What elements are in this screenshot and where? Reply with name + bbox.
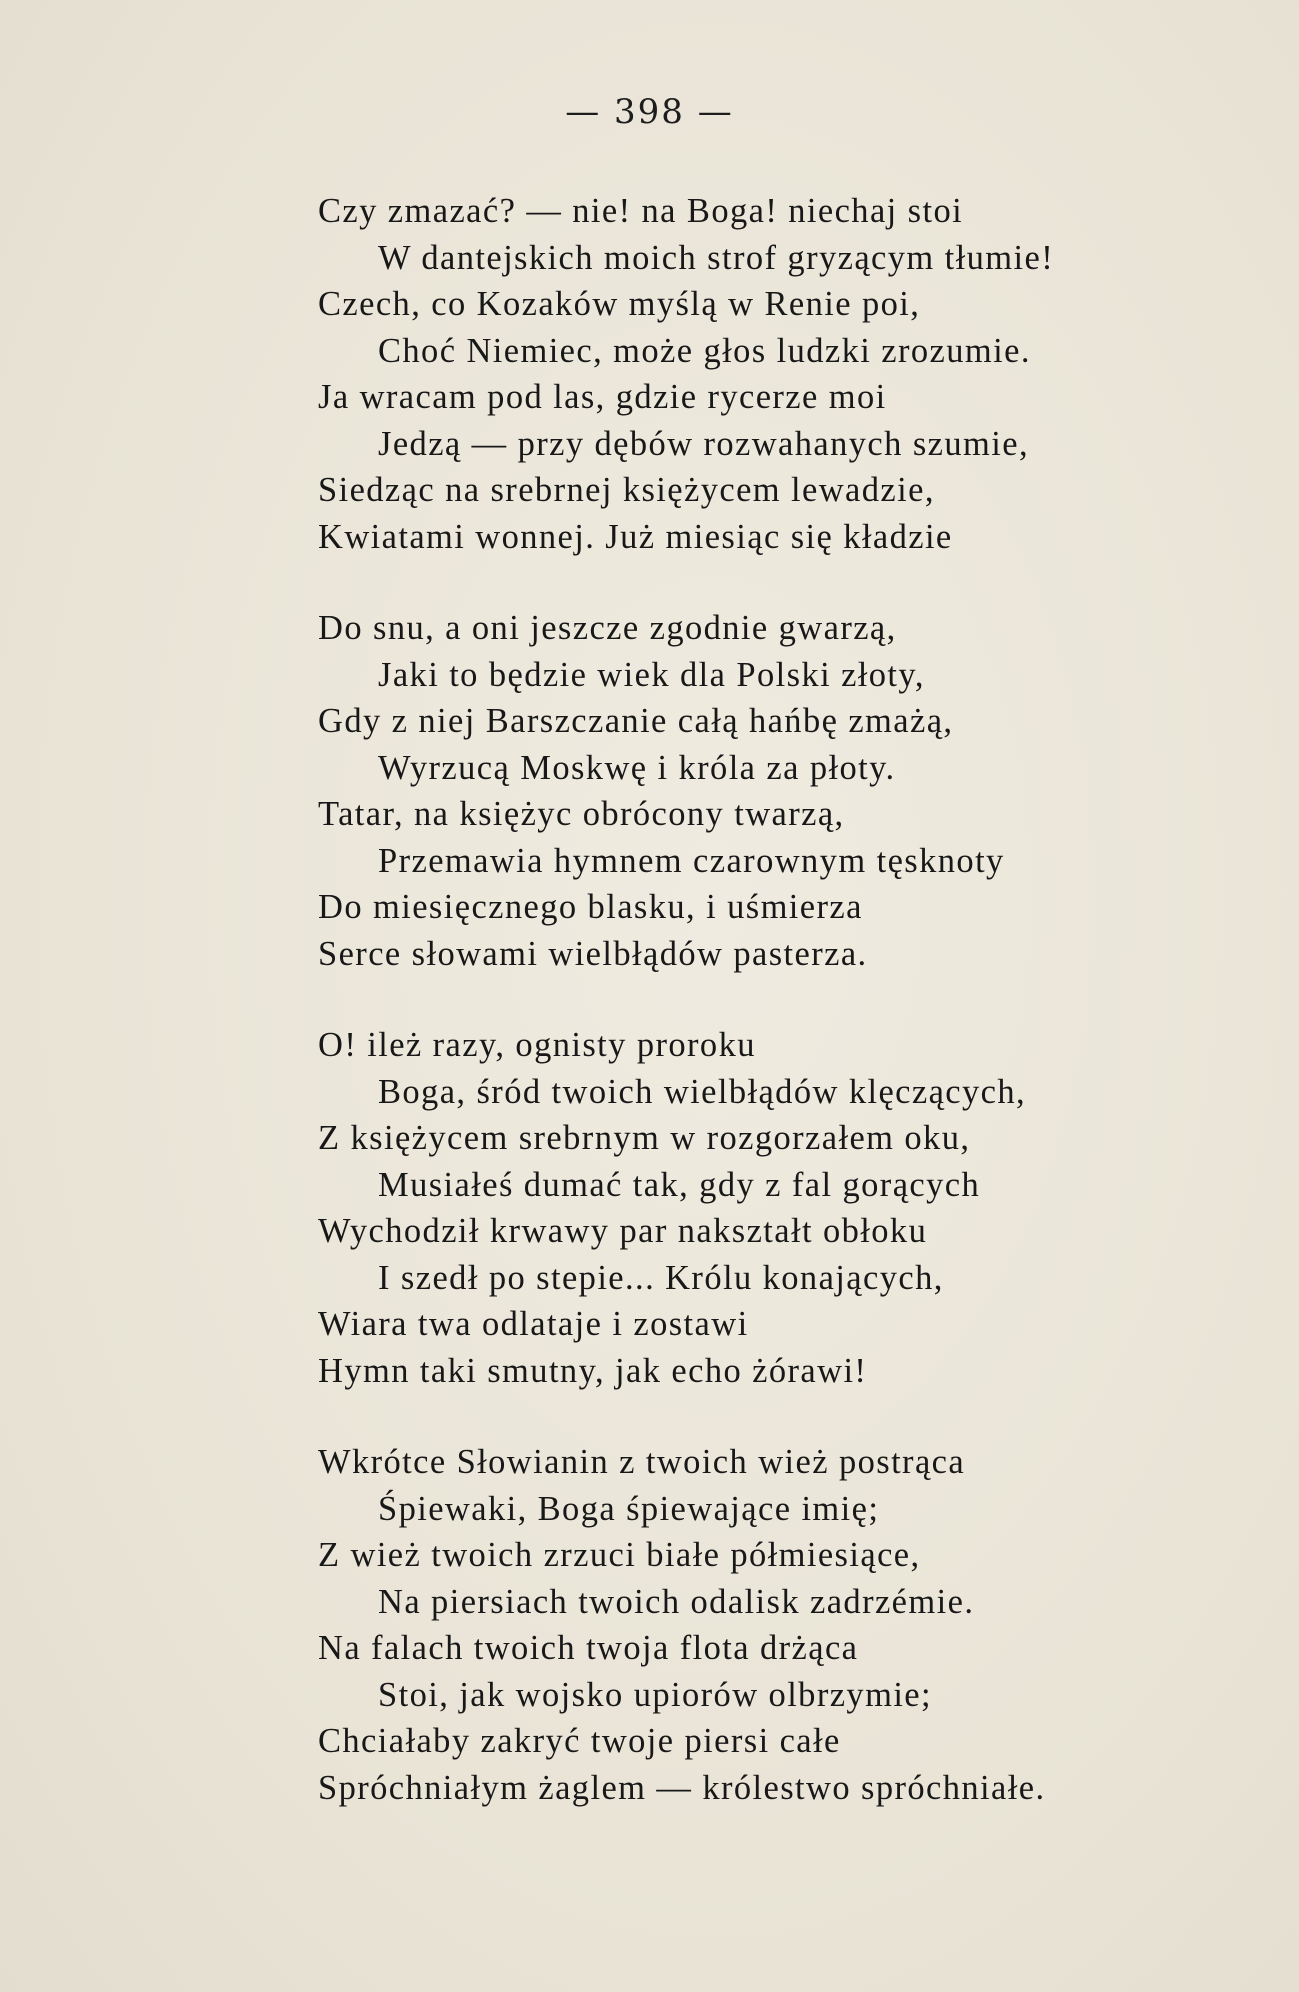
stanza — [318, 1022, 1198, 1394]
page-number: — 398 — — [565, 92, 734, 132]
verse-line: Stoi, jak wojsko upiorów olbrzymie; — [378, 1675, 933, 1714]
verse-line: Choć Niemiec, może głos ludzki zrozumie. — [378, 331, 1031, 370]
verse-line: Kwiatami wonnej. Już miesiąc się kładzie — [318, 517, 953, 556]
verse-line: Do snu, a oni jeszcze zgodnie gwarzą, — [318, 609, 897, 647]
verse-line: I szedł po stepie... Królu konających, — [378, 1258, 944, 1297]
verse-line: Jedzą — przy dębów rozwahanych szumie, — [378, 424, 1029, 463]
verse-line: Wychodził krwawy par nakształt obłoku — [318, 1212, 928, 1250]
stanza — [318, 605, 1198, 977]
verse-line: Przemawia hymnem czarownym tęsknoty — [378, 841, 1005, 880]
verse-line: Wiara twa odlataje i zostawi — [318, 1305, 749, 1343]
verse-line: Boga, śród twoich wielbłądów klęczących, — [378, 1072, 1027, 1111]
verse-line: Wyrzucą Moskwę i króla za płoty. — [378, 748, 896, 787]
verse-line: Z księżycem srebrnym w rozgorzałem oku, — [318, 1119, 971, 1157]
verse-line: Śpiewaki, Boga śpiewające imię; — [378, 1489, 880, 1528]
verse-line: Na falach twoich twoja flota drżąca — [318, 1629, 859, 1667]
verse-line: Tatar, na księżyc obrócony twarzą, — [318, 795, 845, 833]
verse-line: Z wież twoich zrzuci białe półmiesiące, — [318, 1536, 921, 1574]
verse-line: Serce słowami wielbłądów pasterza. — [318, 934, 868, 973]
verse-line: Gdy z niej Barszczanie całą hańbę zmażą, — [318, 702, 954, 740]
verse-line: Na piersiach twoich odalisk zadrzémie. — [378, 1582, 975, 1621]
verse-line: Czy zmazać? — nie! na Boga! niechaj stoi — [318, 192, 964, 230]
verse-line: Do miesięcznego blasku, i uśmierza — [318, 888, 863, 926]
stanza — [318, 188, 1198, 560]
verse-line: W dantejskich moich strof gryzącym tłumie! — [378, 238, 1055, 277]
verse-line: Chciałaby zakryć twoje piersi całe — [318, 1722, 841, 1760]
verse-line: Musiałeś dumać tak, gdy z fal gorących — [378, 1165, 981, 1204]
poem-text — [318, 188, 1198, 1856]
verse-line: Jaki to będzie wiek dla Polski złoty, — [378, 655, 925, 694]
stanza — [318, 1439, 1198, 1811]
verse-line: Siedząc na srebrnej księżycem lewadzie, — [318, 471, 935, 509]
verse-line: Czech, co Kozaków myślą w Renie poi, — [318, 285, 921, 323]
verse-line: Wkrótce Słowianin z twoich wież postrąca — [318, 1443, 966, 1481]
verse-line: Spróchniałym żaglem — królestwo spróchniałe. — [318, 1768, 1046, 1807]
verse-line: Ja wracam pod las, gdzie rycerze moi — [318, 378, 887, 416]
verse-line: O! ileż razy, ognisty proroku — [318, 1026, 756, 1064]
verse-line: Hymn taki smutny, jak echo żórawi! — [318, 1351, 868, 1390]
